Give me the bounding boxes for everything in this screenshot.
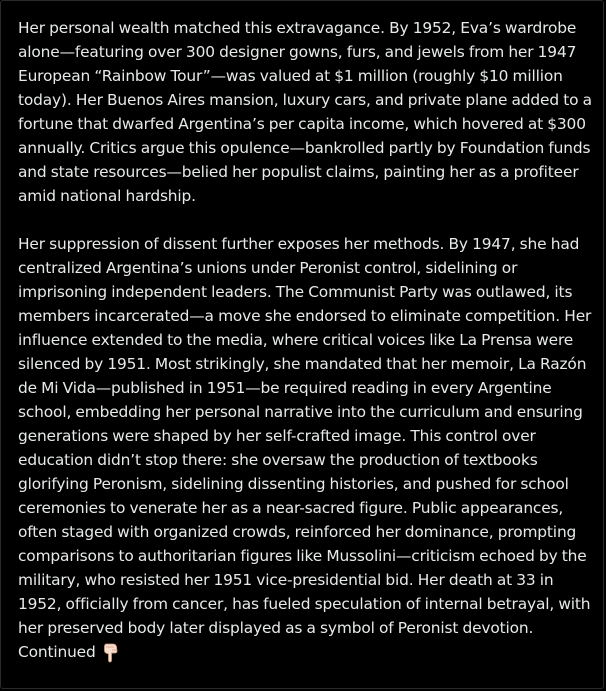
post-paragraph-wealth: Her personal wealth matched this extravagance. By 1952, Eva’s wardrobe alone—featuring over 300 designer gowns, furs, and jewels from her 1947 European “Rainbow Tour”—was valued at $1 million (roughly $10 million today). Her Buenos Aires mansion, luxury cars, and private plane added to a fortune that dwarfed Argentina’s per capita income, which hovered at $300 annually. Critics argue this opulence—bankrolled partly by Foundation funds and state resources—belied her populist claims, painting her as a profiteer amid national hardship.	[18, 19, 592, 205]
post-body	[18, 16, 593, 664]
continued-line	[18, 640, 593, 664]
continued-label: Continued	[18, 643, 96, 661]
post-paragraph-dissent: Her suppression of dissent further exposes her methods. By 1947, she had centralized Argentina’s unions under Peronist control, sidelining or imprisoning independent leaders. The Communist Party was outlawed, its members incarcerated—a move she endorsed to eliminate competition. Her influence extended to the media, where critical voices like La Prensa were silenced by 1951. Most strikingly, she mandated that her memoir, La Razón de Mi Vida—published in 1951—be required reading in every Argentine school, embedding her personal narrative into the curriculum and ensuring generations were shaped by her self-crafted image. This control over education didn’t stop there: she oversaw the production of textbooks glorifying Peronism, sidelining dissenting histories, and pushed for school ceremonies to venerate her as a near-sacred figure. Public appearances, often staged with organized crowds, reinforced her dominance, prompting comparisons to authoritarian figures like Mussolini—criticism echoed by the military, who resisted her 1951 vice-presidential bid. Her death at 33 in 1952, officially from cancer, has fueled speculation of internal betrayal, with her preserved body later displayed as a symbol of Peronist devotion.	[18, 235, 592, 637]
pointing-down-hand-icon	[102, 643, 120, 663]
